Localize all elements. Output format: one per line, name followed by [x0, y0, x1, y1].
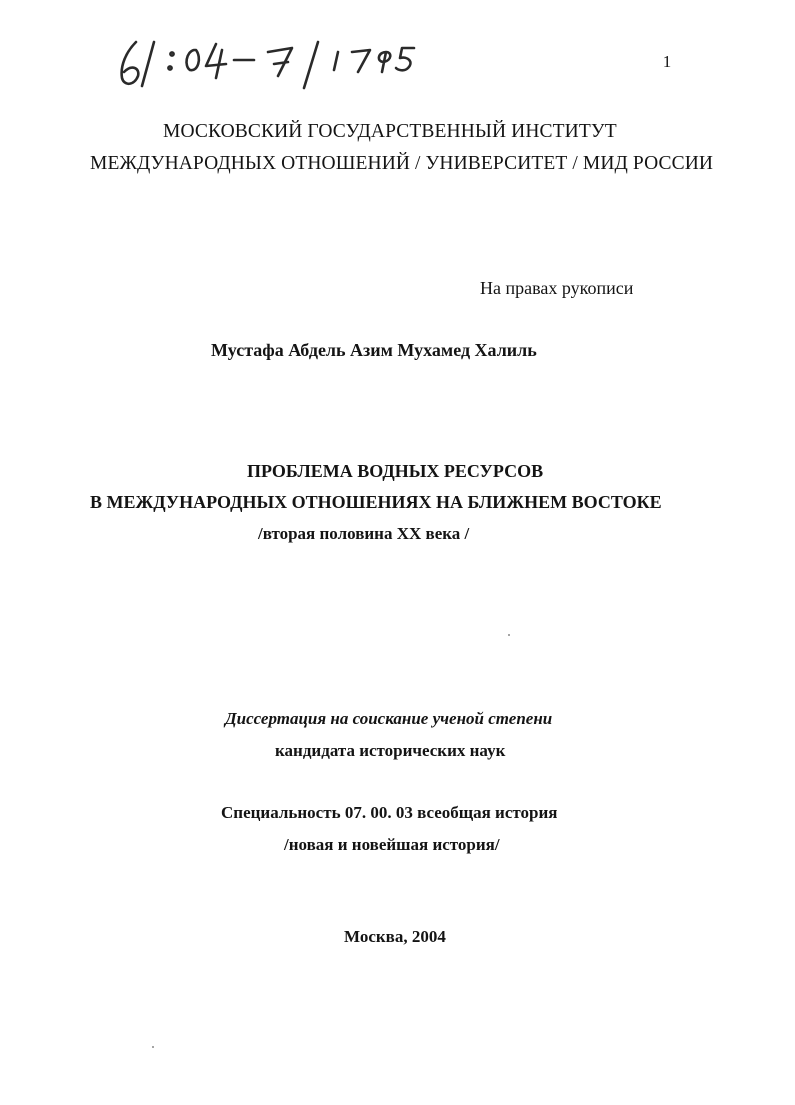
- handwritten-mark-drawing: [108, 30, 428, 100]
- scan-speck: [508, 634, 510, 636]
- dissertation-degree-line-1: Диссертация на соискание ученой степени: [225, 709, 553, 728]
- handwritten-archive-mark: [108, 30, 428, 100]
- specialty-line-1: Специальность 07. 00. 03 всеобщая история: [221, 803, 558, 822]
- institute-name-line-1: МОСКОВСКИЙ ГОСУДАРСТВЕННЫЙ ИНСТИТУТ: [163, 121, 617, 142]
- scan-speck: [152, 1046, 154, 1048]
- institute-name-line-2: МЕЖДУНАРОДНЫХ ОТНОШЕНИЙ / УНИВЕРСИТЕТ / МИД РОССИИ: [90, 153, 714, 174]
- thesis-title-subtitle: /вторая половина XX века /: [258, 524, 470, 543]
- place-and-year: Москва, 2004: [344, 927, 446, 946]
- author-name: Мустафа Абдель Азим Мухамед Халиль: [211, 340, 537, 360]
- thesis-title-line-1: ПРОБЛЕМА ВОДНЫХ РЕСУРСОВ: [247, 461, 544, 481]
- page-number: 1: [662, 52, 672, 71]
- thesis-title-line-2: В МЕЖДУНАРОДНЫХ ОТНОШЕНИЯХ НА БЛИЖНЕМ ВОСТОКЕ: [90, 492, 662, 512]
- rights-note: На правах рукописи: [480, 278, 634, 298]
- dissertation-degree-line-2: кандидата исторических наук: [275, 741, 506, 760]
- specialty-line-2: /новая и новейшая история/: [284, 835, 500, 854]
